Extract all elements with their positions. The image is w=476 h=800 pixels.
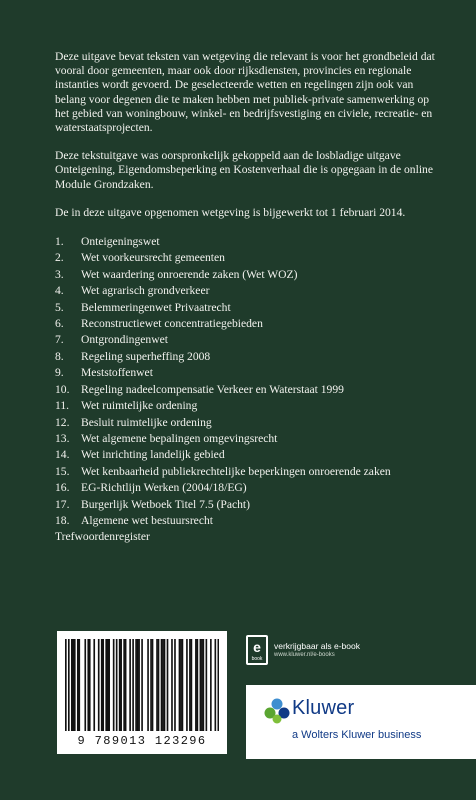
barcode-bar (206, 639, 208, 731)
barcode-bar (87, 639, 89, 731)
contents-item (55, 447, 440, 463)
contents-item (55, 300, 440, 316)
contents-item (55, 267, 440, 283)
contents-item-title: Wet algemene bepalingen omgevingsrecht (81, 431, 278, 445)
barcode-bar (71, 639, 73, 731)
barcode-bar (65, 639, 67, 731)
barcode-bar (180, 639, 182, 731)
barcode-bar (119, 639, 121, 731)
barcode-bar (179, 639, 181, 731)
barcode-bar (162, 639, 164, 731)
barcode-bar (78, 639, 80, 731)
barcode-bar (182, 639, 184, 731)
contents-item-number: 4. (55, 284, 64, 298)
barcode-bar (218, 639, 220, 731)
barcode-bar (186, 639, 188, 731)
contents-item-title: Regeling superheffing 2008 (81, 349, 211, 363)
barcode-bar (116, 639, 118, 731)
barcode-bar (84, 639, 86, 731)
barcode-bar (77, 639, 79, 731)
contents-item (55, 415, 440, 431)
barcode-bar (107, 639, 109, 731)
contents-item (55, 365, 440, 381)
contents-item-number: 1. (55, 235, 64, 249)
contents-item-number: 11. (55, 399, 70, 413)
barcode-bar (156, 639, 158, 731)
contents-item-number: 6. (55, 317, 64, 331)
barcode-bar (161, 639, 163, 731)
intro-paragraph-2: Deze tekstuitgave was oorspronkelijk gekoppeld aan de losbladige uitgave Onteigening, Eigendomsbeperking en Kostenverhaal die is opgegaan in de online Module Grondzaken. (55, 149, 433, 191)
contents-item-title: Ontgrondingenwet (81, 333, 168, 347)
ebook-icon-letter: e (253, 639, 261, 655)
contents-item (55, 316, 440, 332)
contents-item-number: 17. (55, 497, 70, 511)
contents-item-title: Burgerlijk Wetboek Titel 7.5 (Pacht) (81, 497, 250, 511)
barcode-bar (164, 639, 166, 731)
contents-item (55, 283, 440, 299)
contents-item-title: Wet kenbaarheid publiekrechtelijke beperkingen onroerende zaken (81, 464, 391, 478)
ebook-label: verkrijgbaar als e-book (274, 641, 360, 651)
barcode-bar (74, 639, 76, 731)
contents-item (55, 464, 440, 480)
barcode-bar (174, 639, 176, 731)
contents-item-number: 2. (55, 251, 64, 265)
contents-item-title: Besluit ruimtelijke ordening (81, 415, 212, 429)
ebook-badge (246, 634, 446, 666)
contents-item (55, 250, 440, 266)
contents-item (55, 382, 440, 398)
barcode-bar (98, 639, 100, 731)
contents-item (55, 349, 440, 365)
contents-item-title: Regeling nadeelcompensatie Verkeer en Waterstaat 1999 (81, 382, 344, 396)
contents-item-title: Wet inrichting landelijk gebied (81, 448, 225, 462)
ebook-icon-sub: book (251, 656, 263, 662)
barcode-bar (105, 639, 107, 731)
back-cover-text (55, 50, 440, 546)
barcode-bar (101, 639, 103, 731)
contents-item-number: 8. (55, 349, 64, 363)
contents-item (55, 398, 440, 414)
publisher-tagline: a Wolters Kluwer business (292, 729, 422, 741)
barcode-bar (137, 639, 139, 731)
barcode-bar (210, 639, 212, 731)
barcode-bar (93, 639, 95, 731)
publisher-name: Kluwer (292, 697, 355, 719)
contents-item (55, 234, 440, 250)
barcode-bar (150, 639, 152, 731)
contents-item-title: Wet waardering onroerende zaken (Wet WOZ) (81, 267, 298, 281)
ebook-icon (246, 635, 268, 665)
barcode-bar (152, 639, 154, 731)
contents-item-number: 3. (55, 267, 64, 281)
barcode-bar (120, 639, 122, 731)
contents-item-number: 16. (55, 481, 70, 495)
barcode-bar (102, 639, 104, 731)
barcode-bar (68, 639, 70, 731)
contents-item (55, 431, 440, 447)
barcode-digits: 9 789013 123296 (77, 734, 207, 748)
barcode-bar (125, 639, 127, 731)
barcode-bar (197, 639, 199, 731)
barcode-bar (108, 639, 110, 731)
barcode-bar (191, 639, 193, 731)
contents-item-title: Meststoffenwet (81, 366, 153, 380)
barcode-bar (201, 639, 203, 731)
barcode-bar (132, 639, 134, 731)
barcode-bar (72, 639, 74, 731)
contents-item (55, 480, 440, 496)
contents-item-title: Reconstructiewet concentratiegebieden (81, 317, 263, 331)
barcode-bar (195, 639, 197, 731)
barcode-bars (65, 639, 219, 731)
contents-item (55, 332, 440, 348)
contents-item-number: 13. (55, 431, 70, 445)
intro-paragraph-3: De in deze uitgave opgenomen wetgeving is bijgewerkt tot 1 februari 2014. (55, 205, 406, 219)
contents-item-number: 7. (55, 333, 64, 347)
barcode-bar (200, 639, 202, 731)
barcode-bar (171, 639, 173, 731)
barcode-bar (167, 639, 169, 731)
barcode-bar (135, 639, 137, 731)
contents-item-title: Wet agrarisch grondverkeer (81, 284, 210, 298)
contents-item (55, 513, 440, 529)
kluwer-sphere-logo (264, 698, 290, 724)
contents-item-number: 10. (55, 382, 70, 396)
isbn-barcode (57, 631, 227, 754)
contents-item-title: EG-Richtlijn Werken (2004/18/EG) (81, 481, 247, 495)
barcode-bar (123, 639, 125, 731)
barcode-bar (158, 639, 160, 731)
register-entry: Trefwoordenregister (55, 530, 150, 544)
barcode-bar (147, 639, 149, 731)
barcode-bar (138, 639, 140, 731)
contents-item-title: Wet ruimtelijke ordening (81, 399, 198, 413)
intro-paragraph-1: Deze uitgave bevat teksten van wetgeving die relevant is voor het grondbeleid dat vooral door gemeenten, maar ook door rijksdiensten, provincies en regionale instanties wordt gevoerd. De geselecteerde wetten en regelingen zijn ook van belang voor degenen die te maken hebben met publiek-private samenwerking op het gebied van woningbouw, winkel- en bedrijfsvestiging en civiele, recreatie- en waterstaatsprojecten. (55, 50, 435, 135)
barcode-bar (129, 639, 131, 731)
contents-item-number: 5. (55, 300, 64, 314)
ebook-url: www.kluwer.nl/e-books (274, 652, 335, 658)
contents-item (55, 497, 440, 513)
contents-item-number: 15. (55, 464, 70, 478)
contents-list (55, 234, 440, 529)
barcode-bar (215, 639, 217, 731)
barcode-bar (141, 639, 143, 731)
contents-item-number: 12. (55, 415, 70, 429)
barcode-bar (189, 639, 191, 731)
contents-item-title: Wet voorkeursrecht gemeenten (81, 251, 225, 265)
contents-item-title: Algemene wet bestuursrecht (81, 513, 213, 527)
contents-item-number: 14. (55, 448, 70, 462)
barcode-bar (89, 639, 91, 731)
barcode-bar (113, 639, 115, 731)
publisher-logo-box (246, 685, 476, 759)
contents-item-number: 18. (55, 513, 70, 527)
barcode-bar (203, 639, 205, 731)
contents-item-number: 9. (55, 366, 64, 380)
contents-item-title: Onteigeningswet (81, 235, 160, 249)
contents-item-title: Belemmeringenwet Privaatrecht (81, 300, 231, 314)
